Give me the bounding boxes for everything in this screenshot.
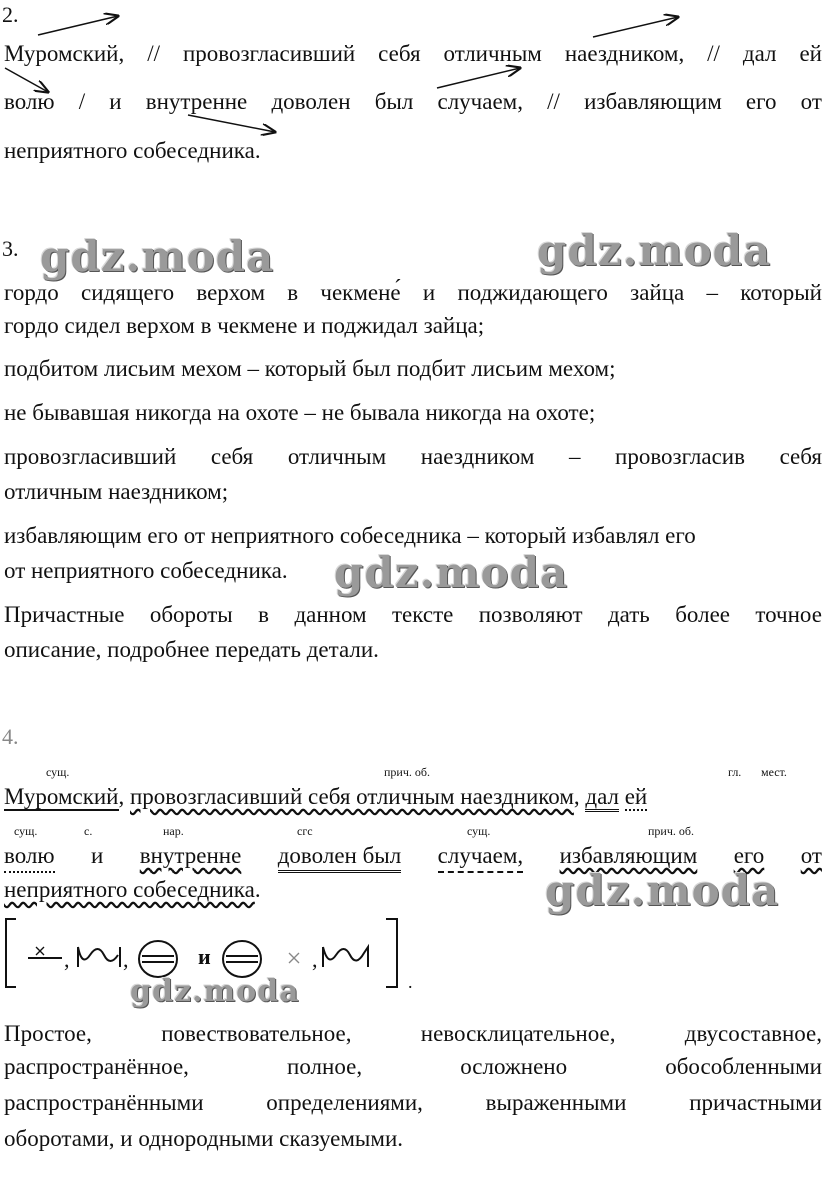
word: распространённое, [4,1054,189,1079]
word: причастными [689,1090,822,1115]
word: полное, [287,1054,363,1079]
word: наездником [420,444,535,469]
label-participial-phrase: прич. об. [648,824,694,838]
watermark: gdz.moda [334,548,569,597]
word: распространёнными [4,1090,204,1115]
word: себя [378,41,421,66]
word: случаем, [437,89,523,114]
section-3-paragraph-4-line-2: отличным наездником; [4,479,229,504]
word: Причастные [4,602,125,627]
word: определениями, [266,1090,423,1115]
word: волю [4,89,55,114]
section-2-line-3: неприятного собеседника. [4,138,261,163]
word: доволен [271,89,351,114]
word: зайца [630,280,685,305]
word: // [707,41,720,66]
word: провозгласив [615,444,745,469]
word: осложнено [460,1054,568,1079]
watermark: gdz.moda [40,232,275,281]
participial-phrase: неприятного собеседника [4,877,255,902]
word: который [740,280,822,305]
word: провозгласивший [4,444,177,469]
word: его [745,89,777,114]
word: данном [294,602,367,627]
section-2-arrows [0,0,823,160]
word: ей [799,41,822,66]
left-bracket [6,919,16,987]
word: дал [742,41,777,66]
word: – [706,280,718,305]
arrow-1 [38,16,118,35]
section-2-number: 2. [2,2,19,27]
svg-text:,: , [64,947,70,972]
scheme-end-period: . [408,972,413,992]
watermark: gdz.moda [130,974,300,1009]
comma: , [573,784,580,809]
subject: Муромский [4,784,119,809]
word: сидящего [81,280,175,305]
object: волю [4,842,55,873]
word: повествовательное, [161,1021,352,1046]
word: от [800,89,822,114]
word: Муромский, [4,41,125,66]
label-conjunction: с. [84,824,93,838]
word: точное [755,602,822,627]
section-3-paragraph-5-line-1: избавляющим его от неприятного собеседника – который избавлял его [4,523,696,548]
section-3-paragraph-5-line-2: от неприятного собеседника. [4,558,288,583]
word: и [422,280,436,305]
section-4-number: 4. [2,724,19,749]
section-4-line-3: неприятного собеседника. [4,877,261,902]
object: ей [624,784,648,809]
watermark: gdz.moda [537,226,772,275]
word: более [675,602,730,627]
word: двусоставное, [684,1021,822,1046]
section-3-paragraph-1-line-2: гордо сидел верхом в чекмене и поджидал зайца; [4,313,485,338]
word: тексте [392,602,454,627]
arrow-5 [188,115,275,132]
word: поджидающего [457,280,608,305]
participial-phrase: провозгласивший себя отличным наездником [130,784,574,809]
arrow-3 [5,68,48,92]
participial-phrase: его [733,843,765,868]
predicate: дал [585,784,619,812]
word: в [258,602,270,627]
word: // [147,41,160,66]
word: // [547,89,560,114]
scheme-conjunction: и [198,944,211,969]
word: обороты [149,602,233,627]
arrow-4 [437,68,520,88]
word: наездником, [564,41,685,66]
svg-text:,: , [123,947,129,972]
section-3-paragraph-6-line-2: описание, подробнее передать детали. [4,637,379,662]
participial-phrase: избавляющим [559,843,698,868]
label-pronoun: мест. [761,765,787,779]
section-4-description-line-1 [4,1020,822,1048]
word: верхом [196,280,266,305]
arrow-2 [593,17,678,37]
svg-text:,: , [312,947,318,972]
word: себя [779,444,822,469]
word: позволяют [478,602,583,627]
word: чекмене́ [320,280,401,305]
section-3-paragraph-2: подбитом лисьим мехом – который был подбит лисьим мехом; [4,356,616,381]
word: внутренне [145,89,248,114]
word: себя [210,444,254,469]
object: случаем, [438,842,523,873]
word: отличным [287,444,387,469]
section-4-line-1 [4,783,647,811]
label-noun: сущ. [467,824,491,838]
adverbial: внутренне [139,843,242,868]
word: гордо [4,280,59,305]
section-3-paragraph-4-line-1 [4,443,822,471]
label-noun: сущ. [46,765,70,779]
label-verb: гл. [728,765,742,779]
compound-predicate: доволен был [278,842,401,873]
right-bracket [386,919,397,987]
word: – [568,444,581,469]
section-3-paragraph-1-line-1 [4,279,822,307]
word: и [109,89,122,114]
word: в [287,280,299,305]
word: невосклицательное, [420,1021,616,1046]
word: обособленными [665,1054,822,1079]
word: Простое, [4,1021,92,1046]
label-participial-phrase: прич. об. [384,765,430,779]
participial-phrase: от [800,843,822,868]
watermark: gdz.moda [545,866,780,915]
section-3-paragraph-6-line-1 [4,601,822,629]
section-3-number: 3. [2,236,19,261]
label-compound-predicate: сгс [297,824,313,838]
word: провозгласивший [182,41,356,66]
word: дать [607,602,650,627]
word: избавляющим [584,89,722,114]
label-adverb: нар. [163,824,184,838]
word: был [374,89,414,114]
word: отличным [443,41,542,66]
word: выраженными [485,1090,627,1115]
label-noun: сущ. [14,824,38,838]
conjunction: и [91,843,104,868]
comma: , [118,784,125,809]
section-4-description-line-4: оборотами, и однородными сказуемыми. [4,1126,403,1151]
section-3-paragraph-3: не бывавшая никогда на охоте – не бывала никогда на охоте; [4,400,596,425]
word: / [78,89,86,114]
section-4-description-line-2 [4,1053,822,1081]
section-4-description-line-3 [4,1089,822,1117]
